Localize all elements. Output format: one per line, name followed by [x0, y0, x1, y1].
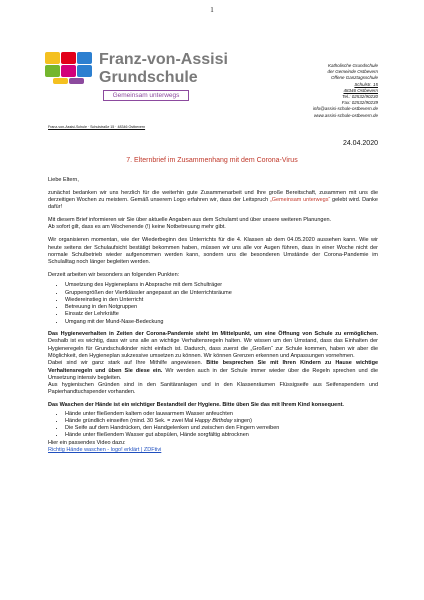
video-link[interactable]: Richtig Hände waschen - logo! erklärt | ZDFtivi	[48, 447, 162, 453]
list-item: • Gruppengrößen der Viertklässler angepasst an die Unterrichtsräume	[65, 290, 378, 297]
address-line: Offene Ganztagsschule	[330, 75, 378, 81]
list-item: • Betreuung in den Notgruppen	[65, 304, 378, 311]
address-block	[313, 63, 378, 119]
video-intro: Hier ein passendes Video dazu:	[48, 439, 126, 446]
logo-tile	[69, 78, 84, 84]
logo-tile	[53, 78, 68, 84]
letter-body	[48, 177, 378, 454]
work-points-list	[48, 282, 378, 326]
sender-address-line: Franz-von-Assisi-Schule · Schulstraße 15 · 48346 Ostbevern	[48, 125, 146, 129]
logo-tile	[77, 52, 92, 64]
logo-tile	[61, 52, 76, 64]
list-item: • Die Seife auf dem Handrücken, den Handgelenken und zwischen den Fingern verreiben	[65, 425, 378, 432]
letter-subject: 7. Elternbrief im Zusammenhang mit dem Corona-Virus	[126, 157, 298, 164]
paragraph-handwash: Das Waschen der Hände ist ein wichtiger Bestandteil der Hygiene. Bitte üben Sie das mit Ihrem Kind konsequent.	[48, 402, 344, 409]
address-line: Schulstr. 15	[354, 81, 378, 87]
handwash-steps-list	[48, 411, 378, 440]
list-item: • Umsetzung des Hygieneplans in Absprache mit dem Schulträger	[65, 282, 378, 289]
list-item: • Hände unter fließendem Wasser gut abspülen, Hände sorgfältig abtrocknen	[65, 432, 378, 439]
paragraph-restart: Wir organisieren momentan, wie der Wiederbeginn des Unterrichts für die 4. Klassen ab dem 04.05.2020 aussehen kann. Wie wir heute seitens der Schulaufsicht bestätigt bekommen haben, müssen wir uns alle vor Augen führen, dass in einer Woche nicht der normale Schulbetrieb wieder aufgenommen werden kann, sondern uns die besonderen Umstände der Corona-Pandemie im Schulalltag noch länger begleiten werden.	[48, 237, 378, 266]
email-address: info@assisi-schule-ostbevern.de	[312, 106, 378, 112]
paragraph-hygiene: Das Hygieneverhalten in Zeiten der Corona-Pandemie steht im Mittelpunkt, um eine Öffnung von Schule zu ermöglichen. Deshalb ist es wichtig, dass wir uns alle an wichtige Verhaltensregeln halten. Wir wissen um den Umstand, dass das Einhalten der Hygieneregeln für Grundschulkinder nicht einfach ist. Dadurch, dass zuerst die „Großen“ zur Schule kommen, haben wir aber die Möglichkeit, den Hygieneplan sukzessive umsetzen zu können. Wir können Grenzen erkennen und Anpassungen vornehmen.	[48, 331, 378, 359]
fax-number: Fax: 02532/90239	[341, 100, 378, 106]
logo-motto: Gemeinsam unterwegs	[103, 90, 189, 101]
paragraph-support: Dabei sind wir ganz stark auf Ihre Mithilfe angewiesen. Bitte besprechen Sie mit Ihren Kindern zu Hause wichtige Verhaltensregeln und üben Sie diese ein. Wir werden auch in der Schule immer wieder über die Regeln sprechen und die Umsetzung intensiv begleiten.	[48, 360, 379, 381]
logo-tile	[77, 65, 92, 77]
logo-school-type: Grundschule	[99, 69, 198, 86]
website-address: www.assisi-schule-ostbevern.de	[313, 112, 378, 118]
logo-school-name: Franz-von-Assisi	[99, 51, 228, 68]
list-item: • Hände gründlich einseifen (mind. 30 Sek. = zwei Mal Happy Birthday singen)	[65, 418, 378, 425]
logo-tile	[45, 65, 60, 77]
list-item: • Hände unter fließendem kaltem oder lauwarmem Wasser anfeuchten	[65, 411, 378, 418]
paragraph-thanks: zunächst bedanken wir uns herzlich für die weiterhin gute Zusammenarbeit und Ihre große Bereitschaft, zusammen mit uns die derzeitigen Wochen zu meistern. Gemäß unserem Logo erfahren wir, dass der Leitspruch „Gemeinsam unterwegs“ gelebt wird. Danke dafür!	[48, 189, 378, 211]
logo-tile	[45, 52, 60, 64]
address-line: der Gemeinde Ostbevern	[327, 69, 378, 75]
list-item: • Wiedereinstieg in den Unterricht	[65, 297, 378, 304]
salutation: Liebe Eltern,	[48, 177, 79, 183]
logo-tile	[61, 65, 76, 77]
paragraph-sanitizer: Aus hygienischen Gründen sind in den Sanitäranlagen und in den Klassenräumen Flüssigseife aus Seifenspendern und Papierhandtuchspender vorhanden.	[48, 382, 378, 396]
paragraph-info: Mit diesem Brief informieren wir Sie über aktuelle Angaben aus dem Schulamt und über unsere weiteren Planungen.	[48, 217, 332, 224]
list-intro: Derzeit arbeiten wir besonders an folgenden Punkten:	[48, 271, 180, 278]
paragraph-weekend: Ab sofort gilt, dass es am Wochenende (!) keine Notbetreuung mehr gibt.	[48, 224, 226, 231]
phone-number: Tel.: 02532/90230	[342, 94, 378, 100]
address-line: 48346 Ostbevern	[343, 87, 378, 93]
school-logo-mark	[45, 52, 93, 82]
address-line: Katholische Grundschule	[327, 63, 378, 68]
list-item: • Einsatz der Lehrkräfte	[65, 311, 378, 318]
page-number: 1	[210, 6, 214, 14]
list-item: • Umgang mit der Mund-Nase-Bedeckung	[65, 319, 378, 326]
motto-quote: „Gemeinsam unterwegs“	[269, 197, 331, 204]
letter-date: 24.04.2020	[342, 140, 378, 147]
